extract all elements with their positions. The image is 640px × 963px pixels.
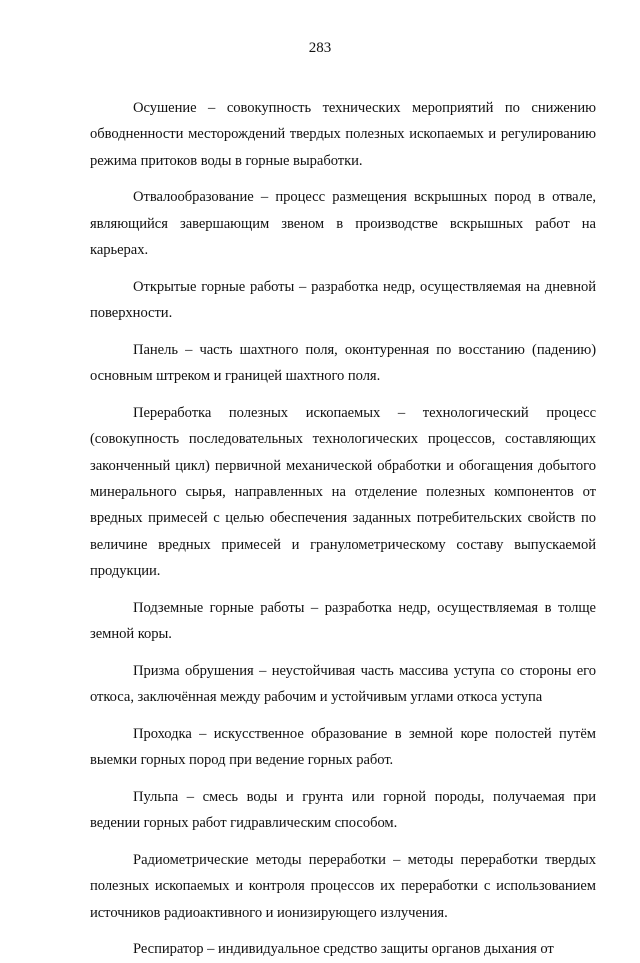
glossary-body bbox=[90, 95, 596, 963]
glossary-entry-radiometricheskie-metody: Радиометрические методы переработки – методы переработки твердых полезных ископаемых и контроля процессов их переработки с использованием источников радиоактивного и ионизирующего излучения. bbox=[90, 851, 596, 921]
glossary-entry-pulpa: Пульпа – смесь воды и грунта или горной породы, получаемая при ведении горных работ гидравлическим способом. bbox=[90, 788, 596, 832]
glossary-entry-respirator: Респиратор – индивидуальное средство защиты органов дыхания от bbox=[133, 941, 554, 958]
page-number: 283 bbox=[308, 40, 332, 56]
glossary-entry-otkrytye-gornye-raboty: Открытые горные работы – разработка недр, осуществляемая на дневной поверхности. bbox=[90, 278, 596, 322]
glossary-entry-prokhodka: Проходка – искусственное образование в земной коре полостей путём выемки горных пород при ведение горных работ. bbox=[90, 725, 596, 769]
glossary-entry-prizma-obrusheniya: Призма обрушения – неустойчивая часть массива уступа со стороны его откоса, заключённая между рабочим и устойчивым углами откоса уступа bbox=[90, 662, 596, 706]
glossary-entry-podzemnye-gornye-raboty: Подземные горные работы – разработка недр, осуществляемая в толще земной коры. bbox=[90, 599, 596, 643]
glossary-entry-pererabotka: Переработка полезных ископаемых – технологический процесс (совокупность последовательных технологических процессов, составляющих законченный цикл) первичной механической обработки и обогащения добытого минерального сырья, направленных на отделение полезных компонентов от вредных примесей с целью обеспечения заданных потребительских свойств по величине вредных примесей и гранулометрическому составу выпускаемой продукции. bbox=[90, 404, 596, 580]
glossary-entry-osushenie: Осушение – совокупность технических мероприятий по снижению обводненности месторождений твердых полезных ископаемых и регулированию режима притоков воды в горные выработки. bbox=[90, 100, 596, 169]
glossary-entry-panel: Панель – часть шахтного поля, оконтуренная по восстанию (падению) основным штреком и границей шахтного поля. bbox=[90, 341, 596, 385]
glossary-entry-otvaloobrazovanie: Отвалообразование – процесс размещения вскрышных пород в отвале, являющийся завершающим звеном в производстве вскрышных работ на карьерах. bbox=[90, 189, 596, 259]
